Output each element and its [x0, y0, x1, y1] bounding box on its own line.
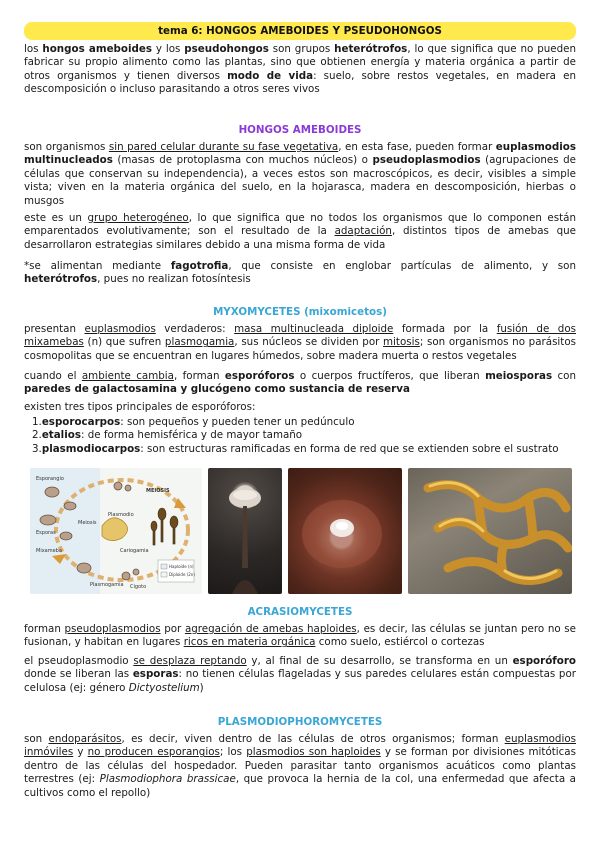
diagram-label: Cigoto	[130, 584, 147, 590]
life-cycle-diagram	[30, 468, 202, 594]
page-title: tema 6: HONGOS AMEBOIDES Y PSEUDOHONGOS	[24, 22, 576, 40]
diagram-label: Mixameba	[36, 548, 62, 554]
intro-paragraph: los hongos ameboides y los pseudohongos son grupos heterótrofos, lo que significa que no pueden fabricar su propio alimento como las plantas, sino que obtienen energía y materia orgánica a partir de otros organismos y tienen diversos modo de vida: suelo, sobre restos vegetales, en madera en descomposición o incluso parasitando a otros seres vivos	[24, 43, 577, 96]
list-item: 1.esporocarpos: son pequeños y pueden tener un pedúnculo	[32, 416, 355, 428]
section-heading-myxomycetes: MYXOMYCETES (mixomicetos)	[213, 306, 387, 318]
ameboides-paragraph-2: este es un grupo heterogéneo, lo que significa que no todos los organismos que lo componen están emparentados evolutivamente; son el resultado de la adaptación, distintos tipos de amebas que desarrollaron estrategias similares debido a una misma forma de vida	[24, 212, 576, 251]
esporocarpo-photo	[208, 468, 282, 594]
diagram-label: Diploide (2n)	[169, 572, 195, 577]
acrasio-paragraph-2: el pseudoplasmodio se desplaza reptando y, al final de su desarrollo, se transforma en un esporóforo donde se liberan las esporas: no tienen células flageladas y sus paredes celulares están compuestas por celulosa (ej: género Dictyostelium)	[24, 655, 576, 694]
diagram-label: Meiosis	[78, 520, 97, 526]
myxo-paragraph-2: cuando el ambiente cambia, forman esporóforos o cuerpos fructíferos, que liberan meiosporas con paredes de galactosamina y glucógeno como sustancia de reserva	[24, 370, 577, 396]
diagram-label: Plasmogamia	[90, 582, 124, 588]
section-heading-acrasiomycetes: ACRASIOMYCETES	[247, 606, 353, 618]
diagram-label: Cariogamia	[120, 548, 149, 554]
diagram-label: Haploide (n)	[169, 564, 194, 569]
esporocarpo-svg	[208, 468, 282, 594]
plasmodio-paragraph-1: son endoparásitos, es decir, viven dentro de las células de otros organismos; forman euplasmodios inmóviles y no producen esporangios; los plasmodios son haploides y se forman por divisiones mitóticas dentro de las células del hospedador. Pueden parasitar tanto organismos acuáticos como plantas terrestres (ej: Plasmodiophora brassicae, que provoca la hernia de la col, una enfermedad que afecta a cultivos como el repollo)	[24, 733, 576, 799]
diagram-label: Plasmodio	[108, 512, 134, 518]
list-item: 3.plasmodiocarpos: son estructuras ramificadas en forma de red que se extienden sobre el sustrato	[32, 442, 559, 455]
sporophore-list	[24, 416, 576, 456]
myxo-paragraph-3: existen tres tipos principales de esporóforos:	[24, 401, 256, 413]
diagram-label: MEIOSIS	[146, 488, 170, 494]
plasmodiocarpo-svg	[408, 468, 572, 594]
section-heading-hongos-ameboides: HONGOS AMEBOIDES	[238, 124, 362, 136]
life-cycle-svg	[30, 468, 202, 594]
etalio-svg	[288, 468, 402, 594]
diagram-label: Esporangio	[36, 476, 64, 482]
acrasio-paragraph-1: forman pseudoplasmodios por agregación de amebas haploides, es decir, las células se juntan pero no se fusionan, y habitan en lugares ricos en materia orgánica como suelo, estiércol o cortezas	[24, 623, 576, 649]
ameboides-paragraph-3: *se alimentan mediante fagotrofia, que consiste en englobar partículas de alimento, y son heterótrofos, pues no realizan fotosíntesis	[24, 260, 576, 286]
diagram-label: Esporas	[36, 530, 56, 536]
myxo-paragraph-1: presentan euplasmodios verdaderos: masa multinucleada diploide formada por la fusión de dos mixamebas (n) que sufren plasmogamia, sus núcleos se dividen por mitosis; son organismos no parásitos cosmopolitas que se encuentran en lugares húmedos, sobre madera muerta o restos vegetales	[24, 323, 576, 362]
plasmodiocarpo-photo	[408, 468, 572, 594]
etalio-photo	[288, 468, 402, 594]
list-item: 2.etalios: de forma hemisférica y de mayor tamaño	[32, 429, 303, 442]
section-heading-plasmodiophoromycetes: PLASMODIOPHOROMYCETES	[217, 716, 383, 728]
ameboides-paragraph-1: son organismos sin pared celular durante su fase vegetativa, en esta fase, pueden formar euplasmodios multinucleados (masas de protoplasma con muchos núcleos) o pseudoplasmodios (agrupaciones de células que conservan su independencia), a veces estos son macroscópicos, es decir, visibles a simple vista; viven en la materia orgánica del suelo, en la hojarasca, madera en descomposición, hierbas o musgos	[24, 141, 576, 207]
